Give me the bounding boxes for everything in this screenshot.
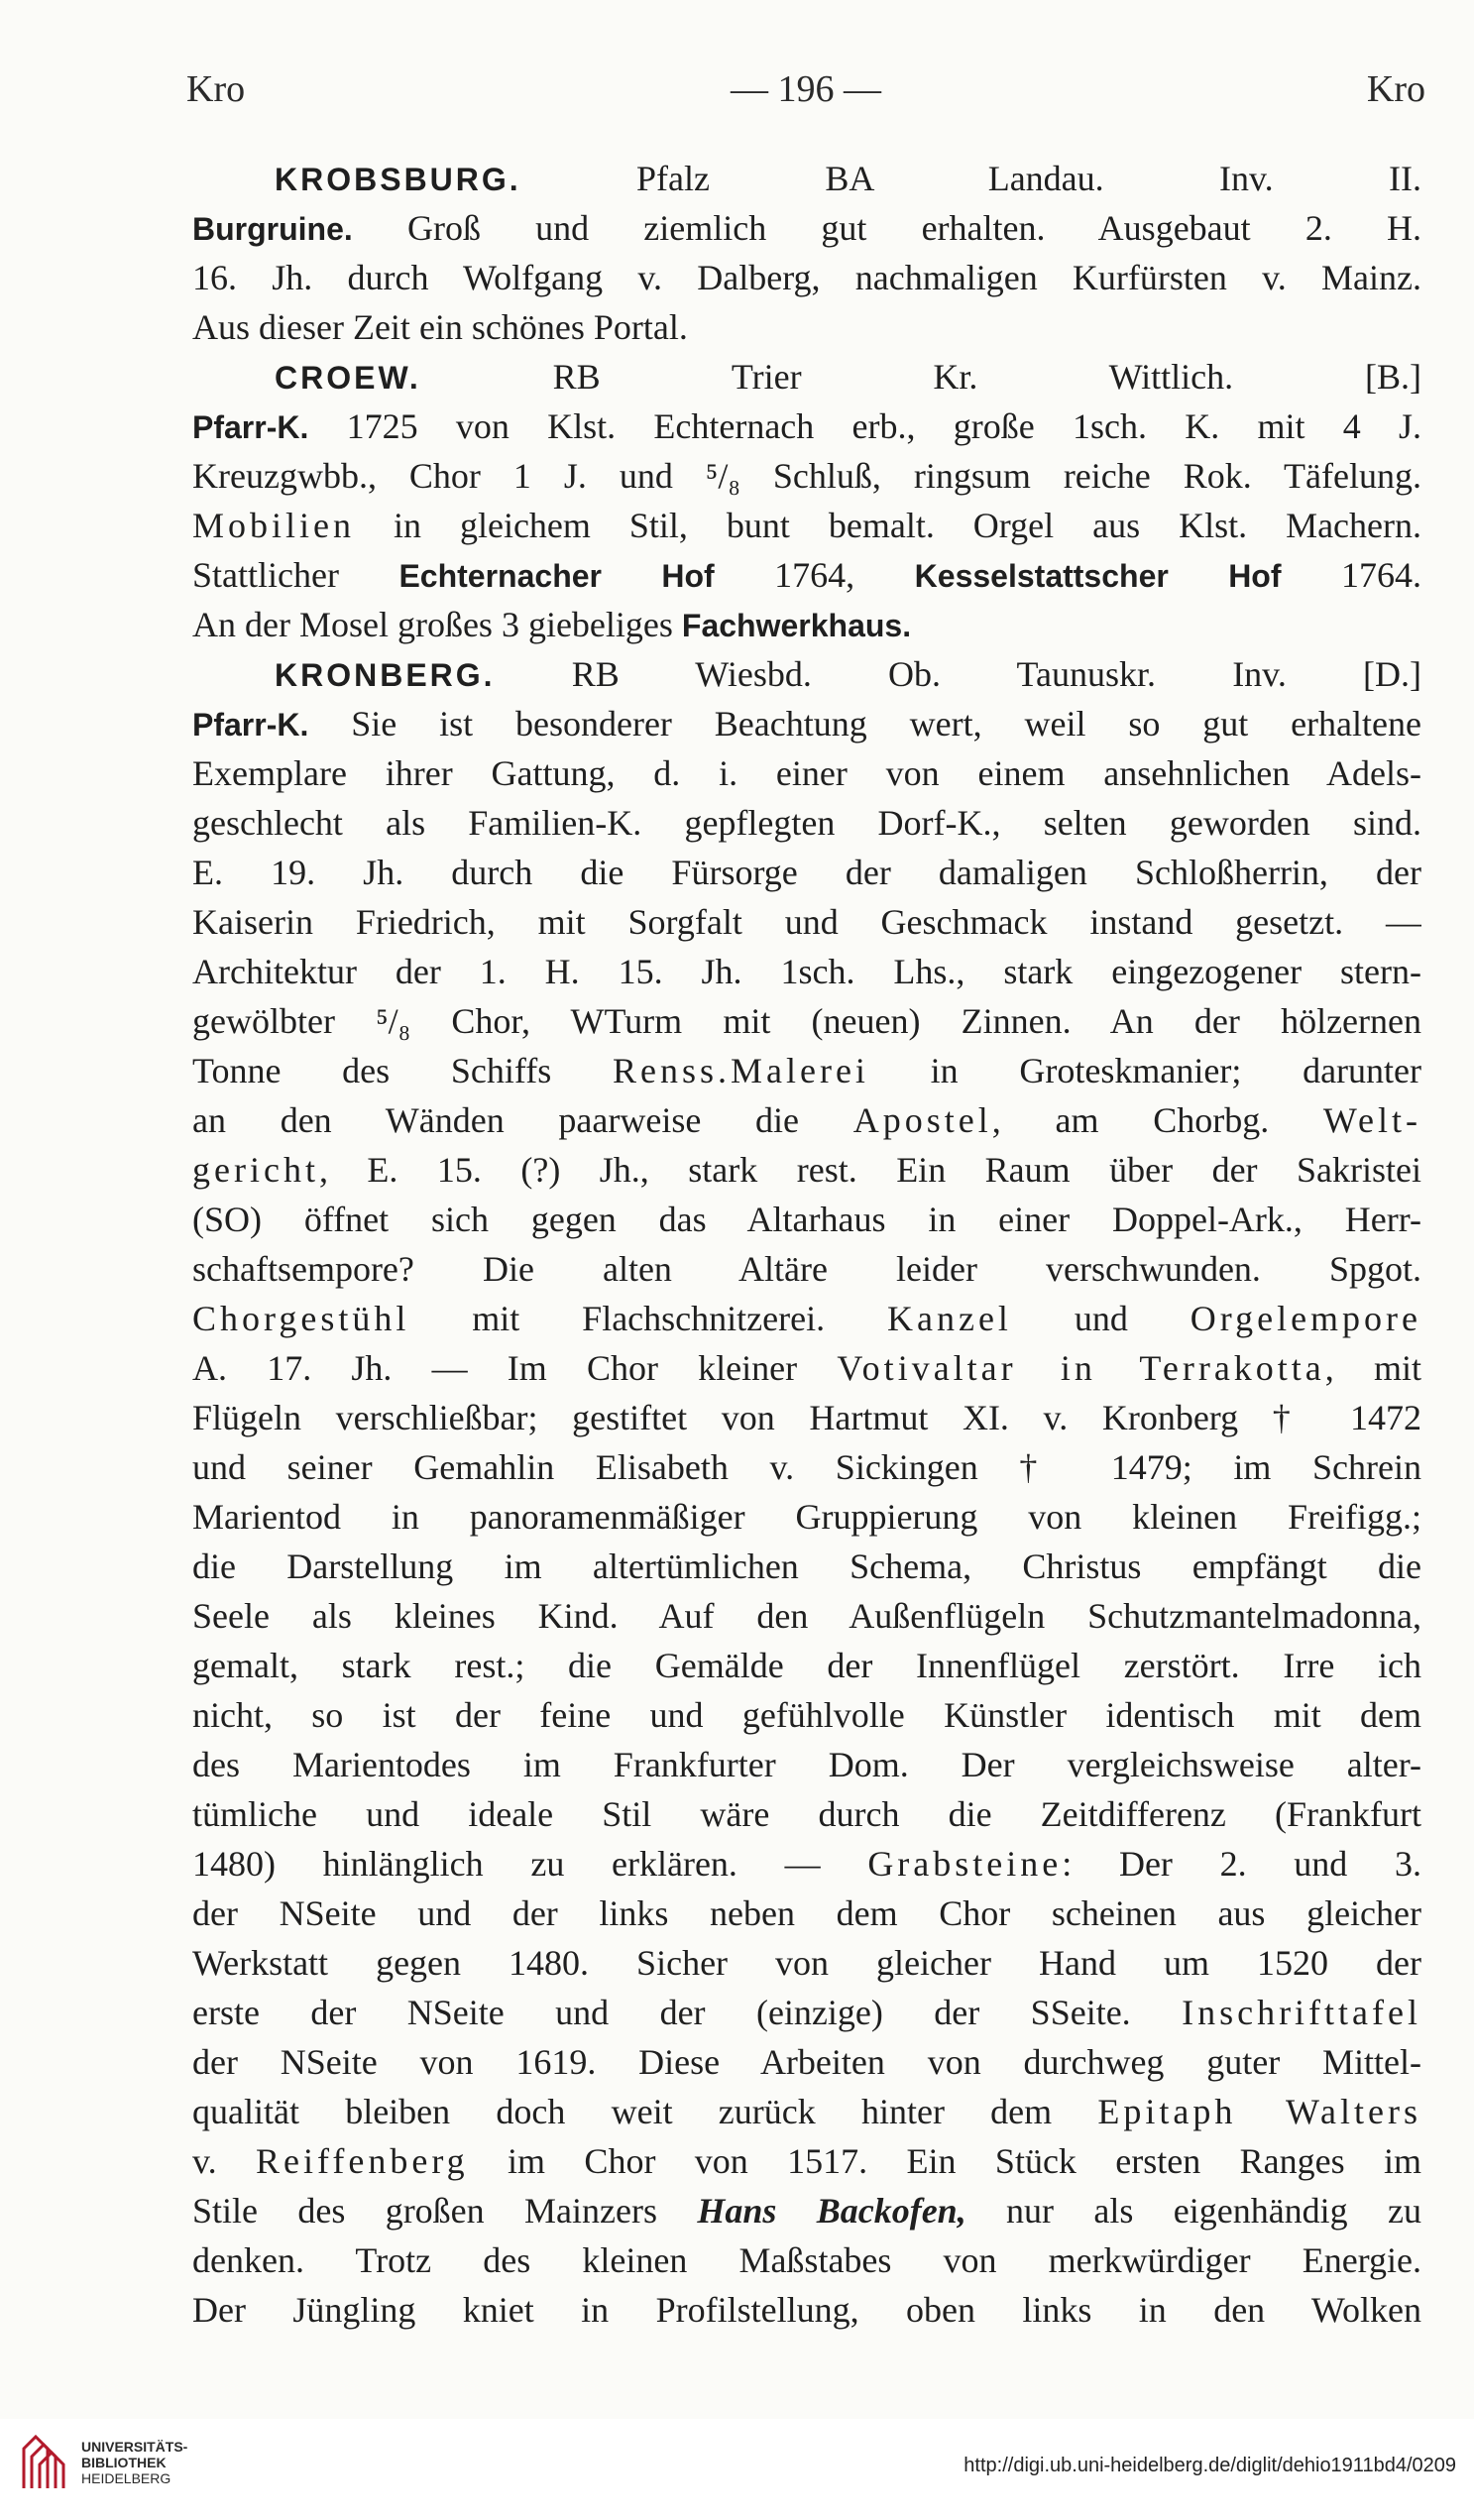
text-span: Architektur der 1. H. 15. Jh. 1sch. Lhs., stark eingezogener stern- bbox=[192, 952, 1421, 991]
entry-heading: CROEW. bbox=[275, 360, 421, 396]
text-line bbox=[192, 2186, 1421, 2235]
text-line bbox=[192, 1839, 1421, 1889]
text-span: in gleichem Stil, bunt bemalt. Orgel aus Klst. Machern. bbox=[355, 506, 1421, 545]
text-span: im Chor von 1517. Ein Stück ersten Ranges im bbox=[468, 2141, 1421, 2181]
text-span: Epitaph Walters bbox=[1097, 2092, 1421, 2131]
text-span: A. 17. Jh. — Im Chor kleiner bbox=[192, 1348, 838, 1388]
text-line bbox=[192, 1690, 1421, 1740]
text-span: des Marientodes im Frankfurter Dom. Der vergleichsweise alter- bbox=[192, 1745, 1421, 1784]
entry-heading: KRONBERG. bbox=[275, 657, 496, 693]
text-span: Tonne des Schiffs bbox=[192, 1051, 613, 1090]
text-line bbox=[192, 1988, 1421, 2037]
text-span: schaftsempore? Die alten Altäre leider verschwunden. Spgot. bbox=[192, 1249, 1421, 1289]
text-line bbox=[192, 302, 1421, 352]
text-line bbox=[192, 699, 1421, 748]
text-span: Welt- bbox=[1322, 1100, 1421, 1140]
text-line bbox=[192, 1095, 1421, 1145]
text-line bbox=[192, 501, 1421, 550]
text-line bbox=[192, 352, 1421, 401]
text-line bbox=[192, 451, 1421, 501]
text-line bbox=[192, 600, 1421, 649]
text-span: , mit bbox=[1324, 1348, 1421, 1388]
running-head-left: Kro bbox=[186, 68, 246, 110]
text-line bbox=[192, 1145, 1421, 1195]
text-span: gewölbter ⁵/₈ Chor, WTurm mit (neuen) Zinnen. An der hölzernen bbox=[192, 1001, 1421, 1041]
bold-term: Pfarr-K. bbox=[192, 409, 309, 445]
text-span: Marientod in panoramenmäßiger Gruppierung von kleinen Freifigg.; bbox=[192, 1497, 1421, 1537]
text-span: Werkstatt gegen 1480. Sicher von gleicher Hand um 1520 der bbox=[192, 1943, 1421, 1983]
library-name-line-1: UNIVERSITÄTS- bbox=[81, 2439, 188, 2455]
text-span: Der Jüngling kniet in Profilstellung, oben links in den Wolken bbox=[192, 2290, 1421, 2330]
permalink-url[interactable]: http://digi.ub.uni-heidelberg.de/diglit/dehio1911bd4/0209 bbox=[964, 2455, 1456, 2476]
text-line bbox=[192, 1591, 1421, 1641]
text-span: RB Trier Kr. Wittlich. [B.] bbox=[420, 357, 1421, 397]
bold-term: Burgruine. bbox=[192, 211, 353, 247]
text-line bbox=[192, 1195, 1421, 1244]
text-span: die Darstellung im altertümlichen Schema, Christus empfängt die bbox=[192, 1546, 1421, 1586]
text-line bbox=[192, 2037, 1421, 2087]
text-line bbox=[192, 1542, 1421, 1591]
text-line bbox=[192, 401, 1421, 451]
text-line bbox=[192, 748, 1421, 798]
text-span: An der Mosel großes 3 giebeliges bbox=[192, 605, 682, 644]
running-head-right: Kro bbox=[1366, 68, 1425, 110]
text-line bbox=[192, 947, 1421, 996]
page-number: — 196 — bbox=[731, 68, 881, 110]
text-span: Hans Backofen, bbox=[697, 2191, 966, 2231]
text-line bbox=[192, 1938, 1421, 1988]
text-span: tümliche und ideale Stil wäre durch die Zeitdifferenz (Frankfurt bbox=[192, 1794, 1421, 1834]
text-span: Mobilien bbox=[192, 506, 355, 545]
text-span: Kaiserin Friedrich, mit Sorgfalt und Geschmack instand gesetzt. — bbox=[192, 902, 1421, 942]
text-span: Aus dieser Zeit ein schönes Portal. bbox=[192, 307, 688, 347]
text-span: qualität bleiben doch weit zurück hinter dem bbox=[192, 2092, 1098, 2131]
text-line bbox=[192, 649, 1421, 699]
text-span: Sie ist besonderer Beachtung wert, weil so gut erhaltene bbox=[308, 704, 1421, 744]
text-line bbox=[192, 1442, 1421, 1492]
text-line bbox=[192, 2087, 1421, 2136]
text-span: E. 19. Jh. durch die Fürsorge der damaligen Schloßherrin, der bbox=[192, 853, 1421, 892]
text-span: Kreuzgwbb., Chor 1 J. und ⁵/₈ Schluß, ringsum reiche Rok. Täfelung. bbox=[192, 456, 1421, 496]
text-span: Kanzel bbox=[886, 1299, 1012, 1338]
text-line bbox=[192, 798, 1421, 848]
text-span: gemalt, stark rest.; die Gemälde der Innenflügel zerstört. Irre ich bbox=[192, 1646, 1421, 1685]
text-line bbox=[192, 1889, 1421, 1938]
text-line bbox=[192, 2285, 1421, 2335]
text-span: Seele als kleines Kind. Auf den Außenflügeln Schutzmantelmadonna, bbox=[192, 1596, 1421, 1636]
text-line bbox=[192, 1046, 1421, 1095]
text-span: v. bbox=[192, 2141, 257, 2181]
bold-term: Fachwerkhaus. bbox=[681, 608, 912, 643]
library-name-line-3: HEIDELBERG bbox=[81, 2470, 171, 2486]
text-line bbox=[192, 1343, 1421, 1393]
text-span: Grabsteine bbox=[867, 1844, 1063, 1884]
text-span: nicht, so ist der feine und gefühlvolle Künstler identisch mit dem bbox=[192, 1695, 1421, 1735]
text-span: Chorgestühl bbox=[192, 1299, 410, 1338]
text-line bbox=[192, 1641, 1421, 1690]
text-span: RB Wiesbd. Ob. Taunuskr. Inv. [D.] bbox=[495, 654, 1421, 694]
text-span: : Der 2. und 3. bbox=[1062, 1844, 1421, 1884]
text-span: Inschrifttafel bbox=[1182, 1993, 1421, 2032]
text-span: 1764, bbox=[714, 555, 915, 595]
text-line bbox=[192, 253, 1421, 302]
text-span: Stattlicher bbox=[192, 555, 399, 595]
text-span: nur als eigenhändig zu bbox=[965, 2191, 1421, 2231]
text-span: und bbox=[1011, 1299, 1191, 1338]
text-line bbox=[192, 2235, 1421, 2285]
library-footer bbox=[0, 2419, 1474, 2520]
text-line bbox=[192, 2136, 1421, 2186]
text-line bbox=[192, 1393, 1421, 1442]
text-span: Reiffenberg bbox=[256, 2141, 469, 2181]
text-line bbox=[192, 1740, 1421, 1789]
text-line bbox=[192, 203, 1421, 253]
text-span: Exemplare ihrer Gattung, d. i. einer von einem ansehnlichen Adels- bbox=[192, 753, 1421, 793]
text-span: , am Chorbg. bbox=[991, 1100, 1323, 1140]
bold-term: Echternacher Hof bbox=[398, 558, 715, 594]
text-span: mit Flachschnitzerei. bbox=[409, 1299, 887, 1338]
text-line bbox=[192, 1789, 1421, 1839]
library-logo-icon bbox=[18, 2429, 67, 2494]
text-span: 16. Jh. durch Wolfgang v. Dalberg, nachmaligen Kurfürsten v. Mainz. bbox=[192, 258, 1421, 297]
bold-term: Kesselstattscher Hof bbox=[914, 558, 1282, 594]
running-head bbox=[186, 67, 1425, 117]
text-line bbox=[192, 550, 1421, 600]
text-span: der NSeite und der links neben dem Chor scheinen aus gleicher bbox=[192, 1893, 1421, 1933]
text-span: Pfalz BA Landau. Inv. II. bbox=[520, 159, 1421, 198]
text-span: (SO) öffnet sich gegen das Altarhaus in einer Doppel-Ark., Herr- bbox=[192, 1200, 1421, 1239]
text-span: Stile des großen Mainzers bbox=[192, 2191, 698, 2231]
text-span: in Groteskmanier; darunter bbox=[868, 1051, 1421, 1090]
text-span: , E. 15. (?) Jh., stark rest. Ein Raum über der Sakristei bbox=[318, 1150, 1421, 1190]
text-span: 1725 von Klst. Echternach erb., große 1sch. K. mit 4 J. bbox=[308, 406, 1421, 446]
text-line bbox=[192, 1492, 1421, 1542]
text-span: an den Wänden paarweise die bbox=[192, 1100, 853, 1140]
bold-term: Pfarr-K. bbox=[192, 707, 309, 743]
library-name-line-2: BIBLIOTHEK bbox=[81, 2455, 167, 2470]
text-line bbox=[192, 1294, 1421, 1343]
text-line bbox=[192, 848, 1421, 897]
text-span: geschlecht als Familien-K. gepflegten Dorf-K., selten geworden sind. bbox=[192, 803, 1421, 843]
text-line bbox=[192, 154, 1421, 203]
text-line bbox=[192, 996, 1421, 1046]
text-span: der NSeite von 1619. Diese Arbeiten von durchweg guter Mittel- bbox=[192, 2042, 1421, 2082]
text-span: Orgelempore bbox=[1190, 1299, 1421, 1338]
text-span: Flügeln verschließbar; gestiftet von Hartmut XI. v. Kronberg † 1472 bbox=[192, 1398, 1421, 1437]
text-span: Votivaltar in Terrakotta bbox=[837, 1348, 1325, 1388]
text-span: denken. Trotz des kleinen Maßstabes von merkwürdiger Energie. bbox=[192, 2240, 1421, 2280]
text-line bbox=[192, 1244, 1421, 1294]
text-span: Apostel bbox=[852, 1100, 992, 1140]
text-span: 1764. bbox=[1281, 555, 1421, 595]
text-span: gericht bbox=[192, 1150, 319, 1190]
library-name bbox=[81, 2439, 187, 2486]
text-span: erste der NSeite und der (einzige) der SSeite. bbox=[192, 1993, 1183, 2032]
text-span: Renss.Malerei bbox=[612, 1051, 869, 1090]
text-span: 1480) hinlänglich zu erklären. — bbox=[192, 1844, 868, 1884]
text-span: und seiner Gemahlin Elisabeth v. Sickingen † 1479; im Schrein bbox=[192, 1447, 1421, 1487]
text-span: Groß und ziemlich gut erhalten. Ausgebaut 2. H. bbox=[352, 208, 1421, 248]
text-line bbox=[192, 897, 1421, 947]
entry-heading: KROBSBURG. bbox=[275, 162, 521, 197]
body-text bbox=[192, 154, 1421, 2335]
